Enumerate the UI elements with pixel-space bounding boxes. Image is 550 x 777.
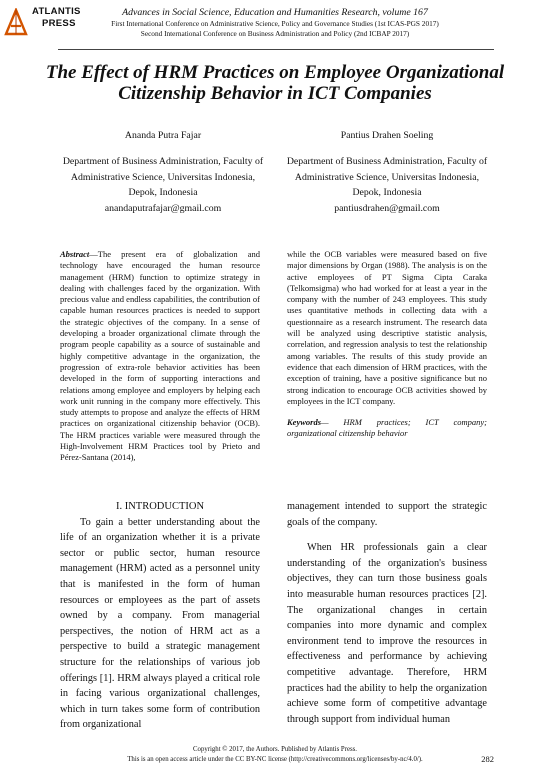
author-email[interactable]: anandaputrafajar@gmail.com	[104, 203, 222, 215]
intro-paragraph-2: When HR professionals gain a clear understanding of the organization's business objectives, they can turn those business goals into measurable human resources practices [2]. The organizational changes in certain companies into more dynamic and complex environment tend to improve the resources in effectiveness and performance by achieving competitive advantage. Therefore, HRM practices had the ability to help the organization achieve some form of competitive advantage through support from individual human	[287, 542, 487, 725]
atlantis-press-logo	[4, 6, 81, 40]
keywords-text: — HRM practices; ICT company; organizational citizenship behavior	[287, 417, 487, 439]
header-divider	[58, 49, 494, 50]
author-affiliation-line-1: Department of Business Administration, Faculty of	[286, 155, 488, 167]
atlantis-logo-icon	[4, 8, 28, 36]
keywords	[287, 417, 487, 440]
keywords-label: Keywords	[287, 417, 321, 428]
abstract-column-left	[60, 249, 260, 464]
page-footer	[0, 745, 550, 765]
header-text	[75, 6, 475, 39]
logo-line-1: ATLANTIS	[32, 6, 81, 17]
author-city: Depok, Indonesia	[352, 187, 422, 199]
author-city: Depok, Indonesia	[128, 187, 198, 199]
conference-line-2: Second International Conference on Business Administration and Policy (2nd ICBAP 2017)	[140, 29, 410, 38]
body-column-right	[287, 499, 487, 727]
intro-paragraph-continued: management intended to support the strategic goals of the company.	[287, 501, 487, 528]
copyright-notice: Copyright © 2017, the Authors. Published by Atlantis Press.	[193, 746, 357, 753]
author-name: Ananda Putra Fajar	[124, 130, 202, 141]
author-affiliation-line-1: Department of Business Administration, Faculty of	[62, 155, 264, 167]
page-header	[0, 0, 550, 52]
page-number: 282	[481, 754, 494, 764]
conference-line-1: First International Conference on Administrative Science, Policy and Governance Studies (1st ICAS-PGS 2017)	[111, 19, 439, 28]
logo-wordmark	[32, 6, 81, 30]
logo-line-2: PRESS	[42, 18, 76, 29]
author-email[interactable]: pantiusdrahen@gmail.com	[334, 203, 440, 215]
paper-title: The Effect of HRM Practices on Employee Organizational Citizenship Behavior in ICT Companies	[45, 62, 505, 104]
author-block-1	[38, 128, 288, 217]
journal-title: Advances in Social Science, Education and Humanities Research, volume 167	[122, 7, 428, 18]
abstract-column-right	[287, 249, 487, 440]
body-column-left	[60, 499, 260, 733]
abstract-text-right: while the OCB variables were measured based on five major dimensions by Organ (1988). The analysis is on the active employees of PT Sigma Cipta Caraka (Telkomsigma) who had worked for at least a year in the company with the number of 243 employees. This study uses quantitative methods in collecting data with a questionnaire as a research instrument. The research data will be analyzed using descriptive statistic analysis, correlation, and regression analysis to test the relationship among variables. The results of this study provide an evidence that each dimension of HRM practices, with the exception of training, have a positive significance but no strong indication to encourage OCB activities showed by employees in the ICT company.	[287, 249, 487, 406]
author-name: Pantius Drahen Soeling	[340, 130, 434, 141]
license-notice: This is an open access article under the CC BY-NC license (http://creativecommons.org/licenses/by-nc/4.0/).	[127, 756, 423, 763]
author-block-2	[262, 128, 512, 217]
section-heading: I. INTRODUCTION	[115, 501, 205, 512]
author-affiliation-line-2: Administrative Science, Universitas Indonesia,	[294, 171, 480, 183]
author-affiliation-line-2: Administrative Science, Universitas Indonesia,	[70, 171, 256, 183]
intro-paragraph: To gain a better understanding about the life of an organization whether it is a private sector or public sector, human resource management (HRM) acted as a personnel unity that is manifested in the form of human resources or employees as the part of assets owned by a company. From managerial perspectives, the notion of HRM act as a perspective to build a strategic management structure for the relationships of various job offerings [1]. HRM always played a critical role in facing various organizational challenges, which in turn takes some form of contribution from organizational	[60, 516, 260, 731]
abstract-label: Abstract	[60, 249, 90, 259]
abstract-text-left: —The present era of globalization and technology have encouraged the human resource management (HRM) function to optimize strategy in dealing with challenges faced by the organization. With precious value and endless capabilities, the contribution of capable human resources practices is needed to support the strategic objectives of the company. In a sense of developing a broader organizational climate through the program people capability as a source of sustainable and highly competitive advantage in the organization, the progression of extra-role behavior activities has been developed in the form of supporting interactions and relations among employee and employers by helping each work unit running in the company more effectively. This study attempts to propose and analyze the effects of HRM practices on organizational citizenship behavior (OCB). The HRM practices variable were measured through the High-Involvement HRM Practices tool by Prieto and Pérez-Santana (2014),	[60, 249, 260, 463]
